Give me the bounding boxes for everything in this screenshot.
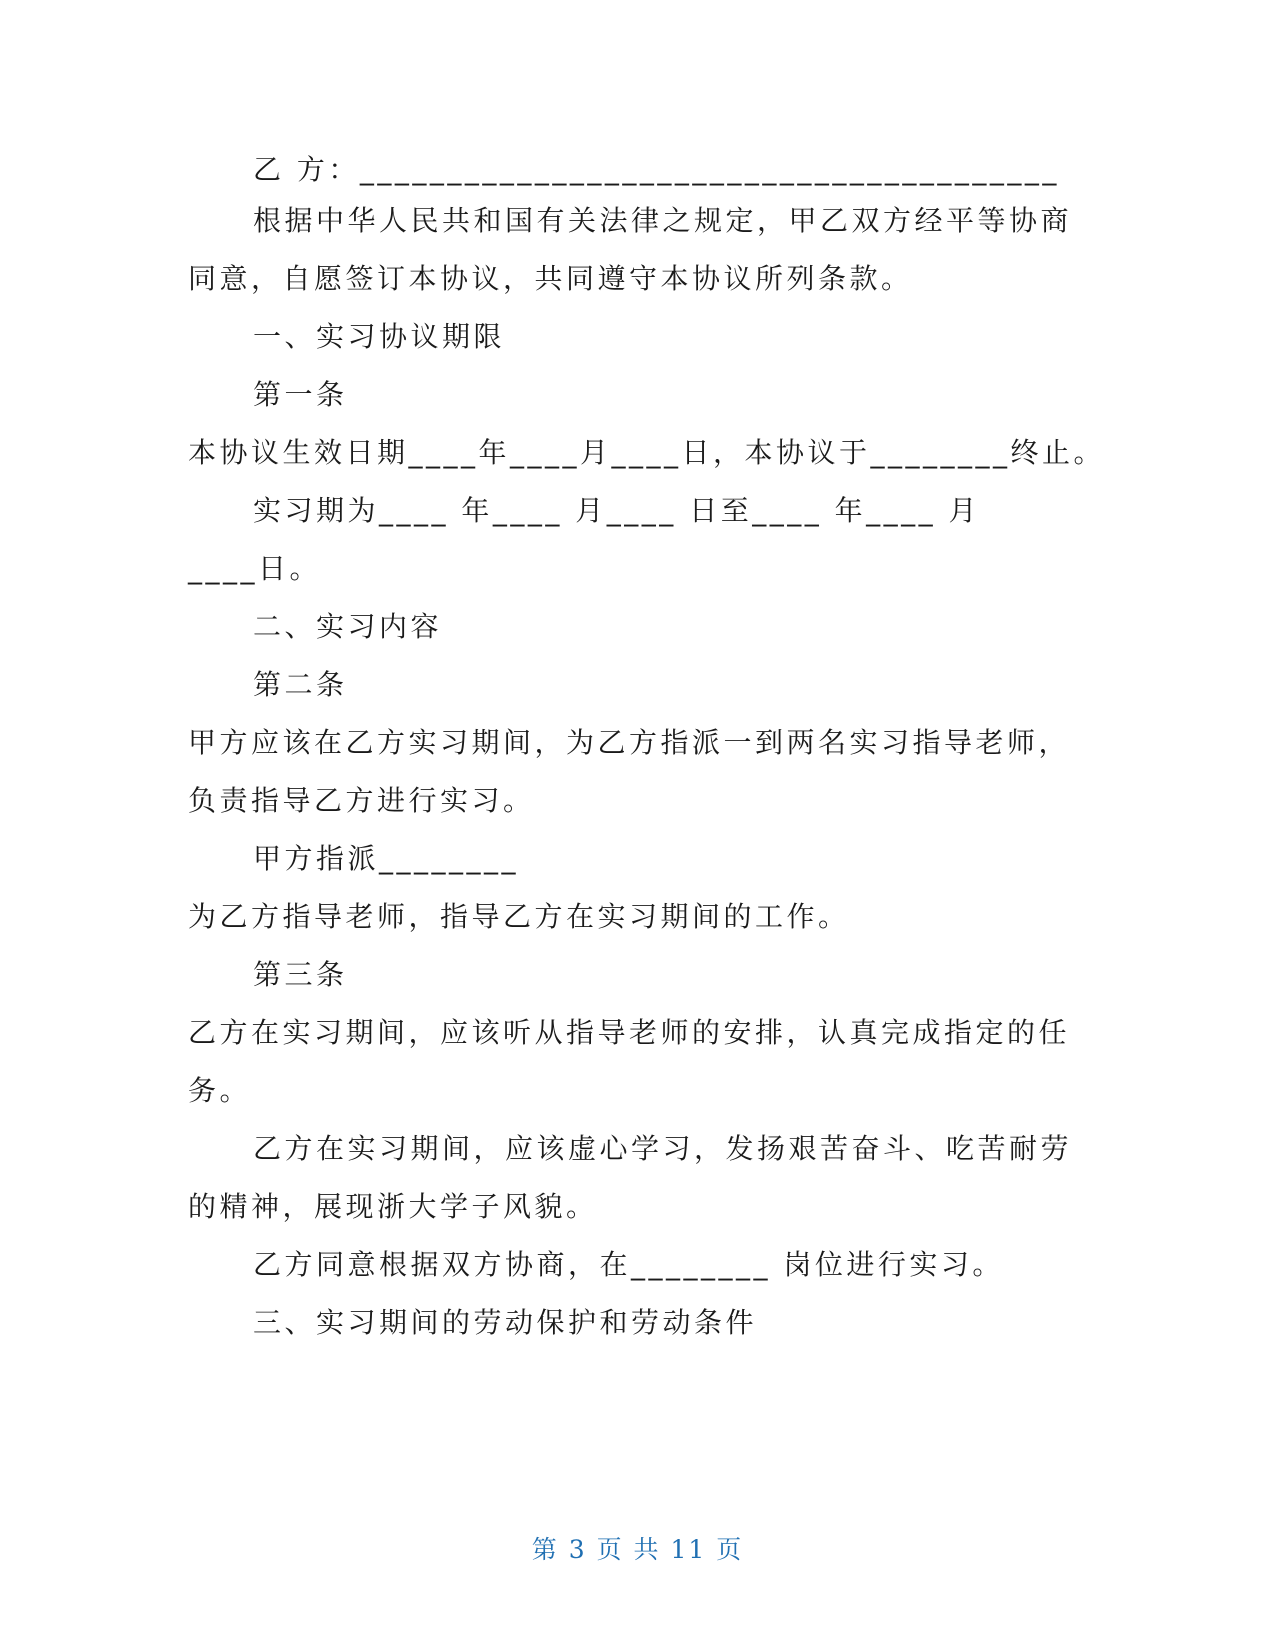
teacher-duty-line: 为乙方指导老师，指导乙方在实习期间的工作。	[188, 900, 850, 933]
article-1-heading: 第一条	[253, 378, 348, 411]
assigned-teacher-line: 甲方指派________	[253, 842, 520, 875]
position-agreement-line: 乙方同意根据双方协商，在________ 岗位进行实习。	[253, 1248, 1004, 1281]
article-1-effective-date: 本协议生效日期____年____月____日，本协议于________终止。	[188, 436, 1106, 469]
article-2-heading: 第二条	[253, 668, 348, 701]
page-number-footer: 第 3 页 共 11 页	[531, 1535, 744, 1564]
learning-attitude-line-2: 的精神，展现浙大学子风貌。	[188, 1190, 598, 1223]
paragraph-intro-line-1: 根据中华人民共和国有关法律之规定，甲乙双方经平等协商	[253, 204, 1073, 237]
paragraph-intro-line-2: 同意，自愿签订本协议，共同遵守本协议所列条款。	[188, 262, 913, 295]
article-2-text-line-1: 甲方应该在乙方实习期间，为乙方指派一到两名实习指导老师，	[188, 726, 1071, 759]
article-3-text-line-1: 乙方在实习期间，应该听从指导老师的安排，认真完成指定的任	[188, 1016, 1071, 1049]
section-heading-3: 三、实习期间的劳动保护和劳动条件	[253, 1306, 758, 1339]
article-3-heading: 第三条	[253, 958, 348, 991]
article-2-text-line-2: 负责指导乙方进行实习。	[188, 784, 535, 817]
section-heading-1: 一、实习协议期限	[253, 320, 506, 353]
article-3-text-line-2: 务。	[188, 1074, 252, 1107]
internship-period-line-1: 实习期为____ 年____ 月____ 日至____ 年____ 月	[253, 494, 981, 527]
section-heading-2: 二、实习内容	[253, 610, 443, 643]
party-b-line: 乙 方：________________________________________	[253, 153, 1060, 186]
internship-period-line-2: ____日。	[188, 552, 322, 585]
learning-attitude-line-1: 乙方在实习期间，应该虚心学习，发扬艰苦奋斗、吃苦耐劳	[253, 1132, 1073, 1165]
